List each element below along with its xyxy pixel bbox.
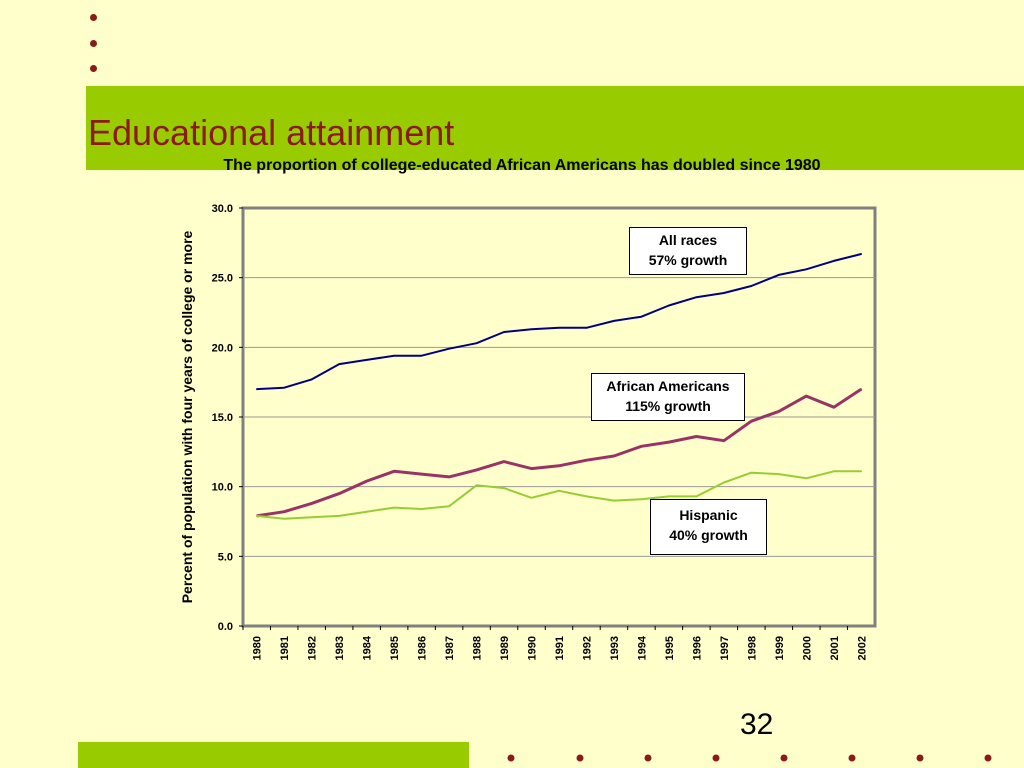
data-point xyxy=(778,473,780,475)
data-point xyxy=(531,328,533,330)
data-point xyxy=(641,498,643,500)
data-point xyxy=(256,388,258,390)
data-point xyxy=(613,455,615,457)
page-number: 32 xyxy=(740,708,774,741)
data-point xyxy=(751,285,753,287)
data-point xyxy=(668,305,670,307)
data-point xyxy=(503,487,505,489)
data-point xyxy=(283,511,285,513)
x-tick-label: 1982 xyxy=(306,636,319,661)
data-point xyxy=(696,296,698,298)
data-point xyxy=(806,478,808,480)
data-point xyxy=(421,355,423,357)
data-point xyxy=(696,436,698,438)
data-point xyxy=(311,517,313,519)
x-tick-label: 1994 xyxy=(636,636,649,661)
data-point xyxy=(778,411,780,413)
data-point xyxy=(613,320,615,322)
data-point xyxy=(393,507,395,509)
footer-dot xyxy=(917,755,924,762)
x-tick-label: 1984 xyxy=(361,636,374,661)
x-tick-label: 1981 xyxy=(279,636,292,661)
data-point xyxy=(558,490,560,492)
y-tick-label: 25.0 xyxy=(211,272,233,285)
x-tick-label: 1992 xyxy=(581,636,594,661)
y-tick-label: 20.0 xyxy=(211,342,233,355)
data-point xyxy=(751,472,753,474)
data-point xyxy=(476,484,478,486)
data-point xyxy=(256,515,258,517)
data-point xyxy=(448,476,450,478)
data-point xyxy=(723,292,725,294)
data-point xyxy=(338,363,340,365)
chart-title: The proportion of college-educated African Americans has doubled since 1980 xyxy=(223,157,821,174)
x-tick-label: 1989 xyxy=(499,636,512,661)
y-tick-label: 0.0 xyxy=(217,621,233,633)
callout-hispanic xyxy=(650,499,767,555)
data-point xyxy=(448,348,450,350)
data-point xyxy=(393,355,395,357)
x-tick-label: 1980 xyxy=(251,636,264,661)
callout-african-americans-growth: 115% growth xyxy=(625,398,711,414)
y-tick-label: 10.0 xyxy=(211,481,233,494)
x-tick-label: 1993 xyxy=(608,636,621,661)
data-point xyxy=(338,493,340,495)
data-point xyxy=(860,253,862,255)
data-point xyxy=(586,496,588,498)
data-point xyxy=(860,388,862,390)
data-point xyxy=(778,274,780,276)
y-tick-label: 15.0 xyxy=(211,412,233,424)
y-tick-label: 30.0 xyxy=(211,203,233,215)
slide-title: Educational attainment xyxy=(88,112,455,153)
footer-dot xyxy=(713,755,720,762)
y-tick-label: 5.0 xyxy=(217,551,233,564)
x-tick-label: 1990 xyxy=(526,636,539,661)
data-point xyxy=(366,480,368,482)
data-point xyxy=(586,327,588,329)
data-point xyxy=(393,471,395,473)
data-point xyxy=(558,327,560,329)
footer-dot xyxy=(645,755,652,762)
callout-all-races-growth: 57% growth xyxy=(648,252,728,268)
data-point xyxy=(558,465,560,467)
callout-african-americans xyxy=(591,373,745,421)
data-point xyxy=(641,445,643,447)
data-point xyxy=(833,471,835,473)
data-point xyxy=(531,497,533,499)
x-tick-label: 1987 xyxy=(444,636,457,661)
data-point xyxy=(283,387,285,389)
data-point xyxy=(860,471,862,473)
data-point xyxy=(833,260,835,262)
x-tick-label: 1999 xyxy=(773,636,786,661)
footer-band xyxy=(78,742,469,768)
data-point xyxy=(366,359,368,361)
footer-dot xyxy=(577,755,584,762)
data-point xyxy=(283,518,285,520)
data-point xyxy=(613,500,615,502)
footer-dot xyxy=(508,755,515,762)
callout-african-americans-name: African Americans xyxy=(606,378,730,394)
data-point xyxy=(503,461,505,463)
callout-all-races-name: All races xyxy=(658,232,718,248)
data-point xyxy=(806,395,808,397)
footer-dot xyxy=(781,755,788,762)
data-point xyxy=(806,269,808,271)
x-tick-label: 1985 xyxy=(389,636,402,661)
data-point xyxy=(531,468,533,470)
callout-all-races xyxy=(629,227,747,275)
data-point xyxy=(696,496,698,498)
x-tick-label: 1995 xyxy=(663,636,676,661)
y-axis-label: Percent of population with four years of college or more xyxy=(179,230,195,604)
data-point xyxy=(668,441,670,443)
data-point xyxy=(586,459,588,461)
data-point xyxy=(448,505,450,507)
data-point xyxy=(751,420,753,422)
x-tick-label: 1988 xyxy=(471,636,484,661)
data-point xyxy=(503,331,505,333)
data-point xyxy=(641,316,643,318)
footer-dot xyxy=(849,755,856,762)
x-tick-label: 1996 xyxy=(691,636,704,661)
data-point xyxy=(476,342,478,344)
x-tick-label: 1998 xyxy=(746,636,759,661)
data-point xyxy=(723,440,725,442)
x-tick-label: 2000 xyxy=(801,636,814,661)
x-tick-label: 2001 xyxy=(828,636,841,661)
data-point xyxy=(421,473,423,475)
x-tick-label: 1991 xyxy=(554,636,566,661)
data-point xyxy=(668,496,670,498)
data-point xyxy=(476,469,478,471)
x-tick-label: 2002 xyxy=(856,636,869,661)
data-point xyxy=(338,515,340,517)
x-tick-label: 1983 xyxy=(334,636,347,661)
x-tick-label: 1997 xyxy=(718,636,731,661)
footer-dot xyxy=(985,755,992,762)
callout-hispanic-name: Hispanic xyxy=(679,507,738,523)
data-point xyxy=(723,482,725,484)
data-point xyxy=(421,508,423,510)
data-point xyxy=(833,406,835,408)
x-tick-label: 1986 xyxy=(416,636,429,661)
callout-hispanic-growth: 40% growth xyxy=(669,527,748,543)
data-point xyxy=(366,511,368,513)
data-point xyxy=(311,379,313,381)
data-point xyxy=(311,503,313,505)
